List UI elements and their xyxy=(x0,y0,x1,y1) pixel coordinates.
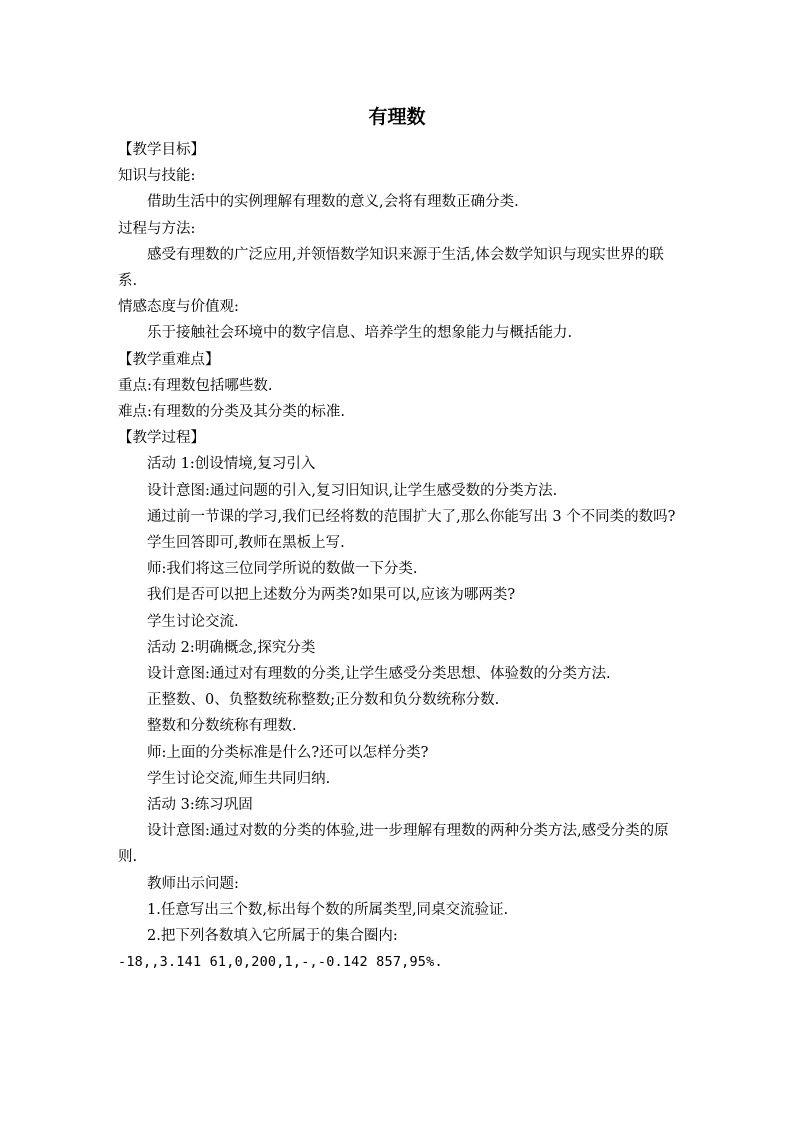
paragraph-line: 设计意图:通过对有理数的分类,让学生感受分类思想、体验数的分类方法. xyxy=(147,666,611,683)
paragraph-line: 教师出示问题: xyxy=(147,875,239,892)
document-body xyxy=(118,137,678,976)
paragraph-line: -18,,3.141 61,0,200,1,-,-0.142 857,95%. xyxy=(118,954,443,971)
paragraph-line: 【教学过程】 xyxy=(118,430,205,447)
paragraph-line: 知识与技能: xyxy=(118,168,196,185)
paragraph-line: 正整数、0、负整数统称整数;正分数和负分数统称分数. xyxy=(147,692,500,709)
paragraph-line: 2.把下列各数填入它所属于的集合圈内: xyxy=(147,928,398,945)
paragraph-line: 难点:有理数的分类及其分类的标准. xyxy=(118,404,345,421)
paragraph-line: 设计意图:通过对数的分类的体验,进一步理解有理数的两种分类方法,感受分类的原则. xyxy=(118,823,669,866)
paragraph-line: 学生讨论交流. xyxy=(147,613,239,630)
document-title: 有理数 xyxy=(368,106,426,128)
paragraph-line: 活动 3:练习巩固 xyxy=(147,797,253,814)
paragraph-line: 【教学重难点】 xyxy=(118,351,220,368)
paragraph-line: 借助生活中的实例理解有理数的意义,会将有理数正确分类. xyxy=(147,194,519,211)
paragraph-line: 过程与方法: xyxy=(118,220,196,237)
paragraph-line: 整数和分数统称有理数. xyxy=(147,718,297,735)
paragraph-line: 学生回答即可,教师在黑板上写. xyxy=(147,535,345,552)
paragraph-line: 师:上面的分类标准是什么?还可以怎样分类? xyxy=(147,744,429,761)
paragraph-line: 我们是否可以把上述数分为两类?如果可以,应该为哪两类? xyxy=(147,587,516,604)
paragraph-line: 师:我们将这三位同学所说的数做一下分类. xyxy=(147,561,418,578)
paragraph-line: 活动 2:明确概念,探究分类 xyxy=(147,639,316,656)
paragraph-line: 【教学目标】 xyxy=(118,142,205,158)
paragraph-line: 通过前一节课的学习,我们已经将数的范围扩大了,那么你能写出 3 个不同类的数吗? xyxy=(147,508,676,525)
paragraph-line: 设计意图:通过问题的引入,复习旧知识,让学生感受数的分类方法. xyxy=(147,482,558,499)
paragraph-line: 学生讨论交流,师生共同归纳. xyxy=(147,770,331,787)
paragraph-line: 1.任意写出三个数,标出每个数的所属类型,同桌交流验证. xyxy=(147,901,509,918)
paragraph-line: 情感态度与价值观: xyxy=(118,299,239,316)
paragraph-line: 活动 1:创设情境,复习引入 xyxy=(147,456,316,473)
paragraph-line: 乐于接触社会环境中的数字信息、培养学生的想象能力与概括能力. xyxy=(147,325,573,342)
paragraph-line: 感受有理数的广泛应用,并领悟数学知识来源于生活,体会数学知识与现实世界的联系. xyxy=(118,246,664,290)
paragraph-line: 重点:有理数包括哪些数. xyxy=(118,377,273,394)
